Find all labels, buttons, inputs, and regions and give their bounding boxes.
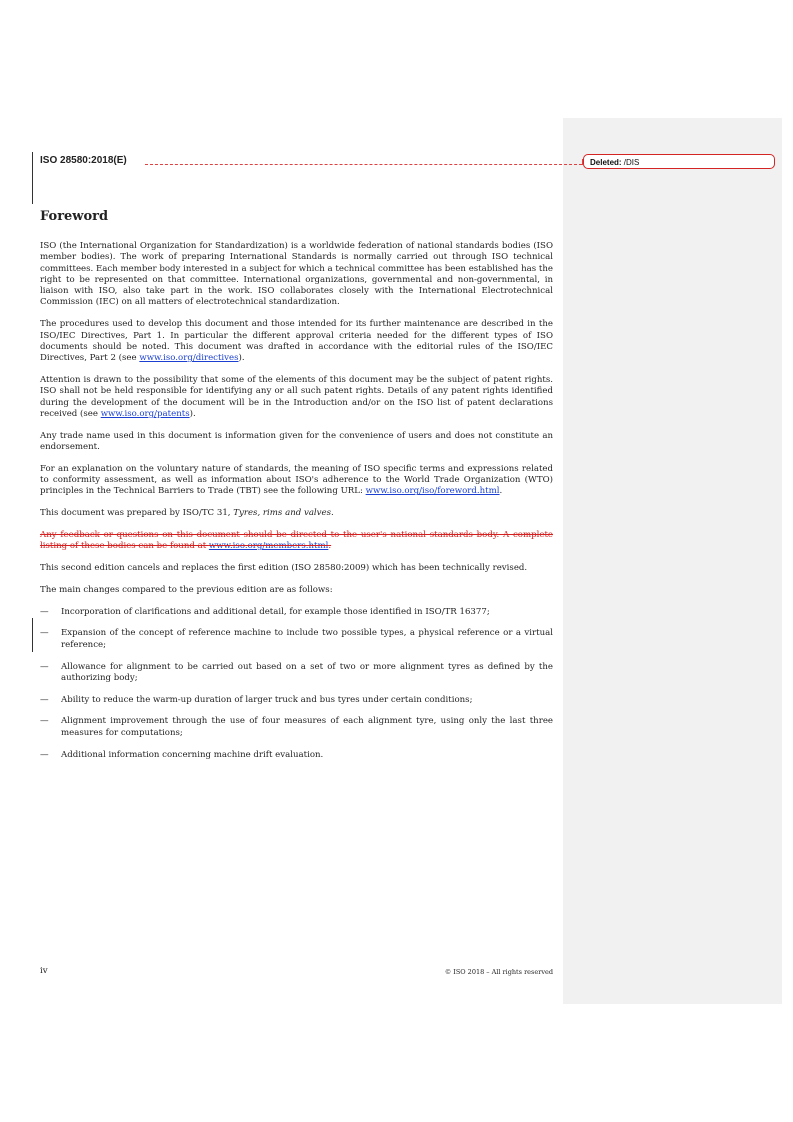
- paragraph-iso-intro: ISO (the International Organization for Standardization) is a worldwide federation of national standards bodies (ISO member bodies). The work of preparing International Standards is normally carried out through ISO technical committees. Each member body interested in a subject for which a technical committee has been established has the right to be represented on that committee. International organizations, governmental and non-governmental, in liaison with ISO, also take part in the work. ISO collaborates closely with the International Electrotechnical Commission (IEC) on all matters of electrotechnical standardization.: [40, 241, 553, 308]
- paragraph-prepared-by-end: .: [331, 508, 334, 519]
- paragraph-procedures-text: The procedures used to develop this document and those intended for its further maintenance are described in the ISO/IEC Directives, Part 1. In particular the different approval criteria needed for the different types of ISO documents should be noted. This document was drafted in accordance with the editorial rules of the ISO/IEC Directives, Part 2 (see: [40, 319, 553, 364]
- list-dash: —: [40, 606, 49, 617]
- list-dash: —: [40, 694, 49, 705]
- paragraph-trade-name: Any trade name used in this document is information given for the convenience of users and does not constitute an endorsement.: [40, 430, 553, 452]
- paragraph-procedures-end: ).: [238, 353, 245, 364]
- list-item: [40, 607, 553, 618]
- paragraph-prepared-by: [40, 508, 553, 519]
- committee-title: Tyres, rims and valves: [233, 508, 332, 519]
- paragraph-feedback-deleted: [40, 530, 553, 553]
- list-item: [40, 628, 553, 651]
- page-number: iv: [40, 966, 48, 976]
- list-dash: —: [40, 661, 49, 672]
- directives-link[interactable]: www.iso.org/directives: [139, 353, 239, 364]
- foreword-link[interactable]: www.iso.org/iso/foreword.html: [365, 486, 500, 497]
- deleted-comment-balloon[interactable]: [583, 154, 775, 169]
- list-item: [40, 662, 553, 685]
- list-item-text: Allowance for alignment to be carried out based on a set of two or more alignment tyres as defined by the authorizing body;: [61, 661, 553, 683]
- header-prefix: ISO: [40, 155, 58, 166]
- page-title: Foreword: [40, 209, 109, 224]
- header-doc-id: 28580:2018(E): [60, 155, 127, 166]
- document-body: [40, 241, 553, 771]
- paragraph-patents-end: ).: [189, 408, 196, 419]
- paragraph-second-edition: This second edition cancels and replaces the first edition (ISO 28580:2009) which has been technically revised.: [40, 563, 528, 574]
- list-item-text: Additional information concerning machine drift evaluation.: [61, 749, 324, 760]
- paragraph-procedures: [40, 319, 553, 364]
- changes-list: [40, 607, 553, 761]
- comment-text: /DIS: [623, 158, 640, 167]
- change-bar-deleted-paragraph: [32, 618, 33, 652]
- copyright-notice: © ISO 2018 – All rights reserved: [444, 968, 553, 976]
- list-dash: —: [40, 628, 49, 639]
- paragraph-feedback-end: .: [328, 541, 332, 552]
- paragraph-prepared-by-text: This document was prepared by ISO/TC 31,: [40, 508, 234, 519]
- list-dash: —: [40, 716, 49, 727]
- members-link[interactable]: www.iso.org/members.html: [208, 541, 329, 552]
- paragraph-main-changes: The main changes compared to the previous edition are as follows:: [40, 584, 333, 595]
- comment-pane: [563, 118, 782, 1004]
- paragraph-patents: [40, 375, 553, 420]
- comment-label: Deleted:: [590, 158, 622, 167]
- list-item-text: Ability to reduce the warm-up duration of larger truck and bus tyres under certain conditions;: [61, 694, 473, 705]
- comment-leader-line: [145, 164, 582, 165]
- paragraph-patents-text: Attention is drawn to the possibility that some of the elements of this document may be the subject of patent rights. ISO shall not be held responsible for identifying any or all such patent rights. Details of any patent rights identified during the development of the document will be in the Introduction and/or on the ISO list of patent declarations received (see: [40, 374, 553, 419]
- change-bar-header: [32, 152, 33, 204]
- patents-link[interactable]: www.iso.org/patents: [100, 408, 190, 419]
- list-item-text: Incorporation of clarifications and additional detail, for example those identified in ISO/TR 16377;: [61, 606, 490, 617]
- paragraph-voluntary-nature-text: For an explanation on the voluntary nature of standards, the meaning of ISO specific terms and expressions related to conformity assessment, as well as information about ISO's adherence to the World Trade Organization (WTO) principles in the Technical Barriers to Trade (TBT) see the following URL:: [40, 463, 553, 497]
- paragraph-voluntary-nature-end: .: [499, 486, 503, 497]
- document-header: [40, 155, 127, 166]
- list-item: [40, 695, 553, 706]
- paragraph-voluntary-nature: [40, 464, 553, 498]
- list-item-text: Alignment improvement through the use of four measures of each alignment tyre, using only the last three measures for computations;: [61, 716, 553, 738]
- list-item: [40, 716, 553, 739]
- paragraph-feedback-text: Any feedback or questions on this document should be directed to the user's national standards body. A complete listing of these bodies can be found at: [40, 529, 553, 552]
- list-item: [40, 750, 553, 761]
- list-item-text: Expansion of the concept of reference machine to include two possible types, a physical reference or a virtual reference;: [61, 628, 553, 650]
- list-dash: —: [40, 749, 49, 760]
